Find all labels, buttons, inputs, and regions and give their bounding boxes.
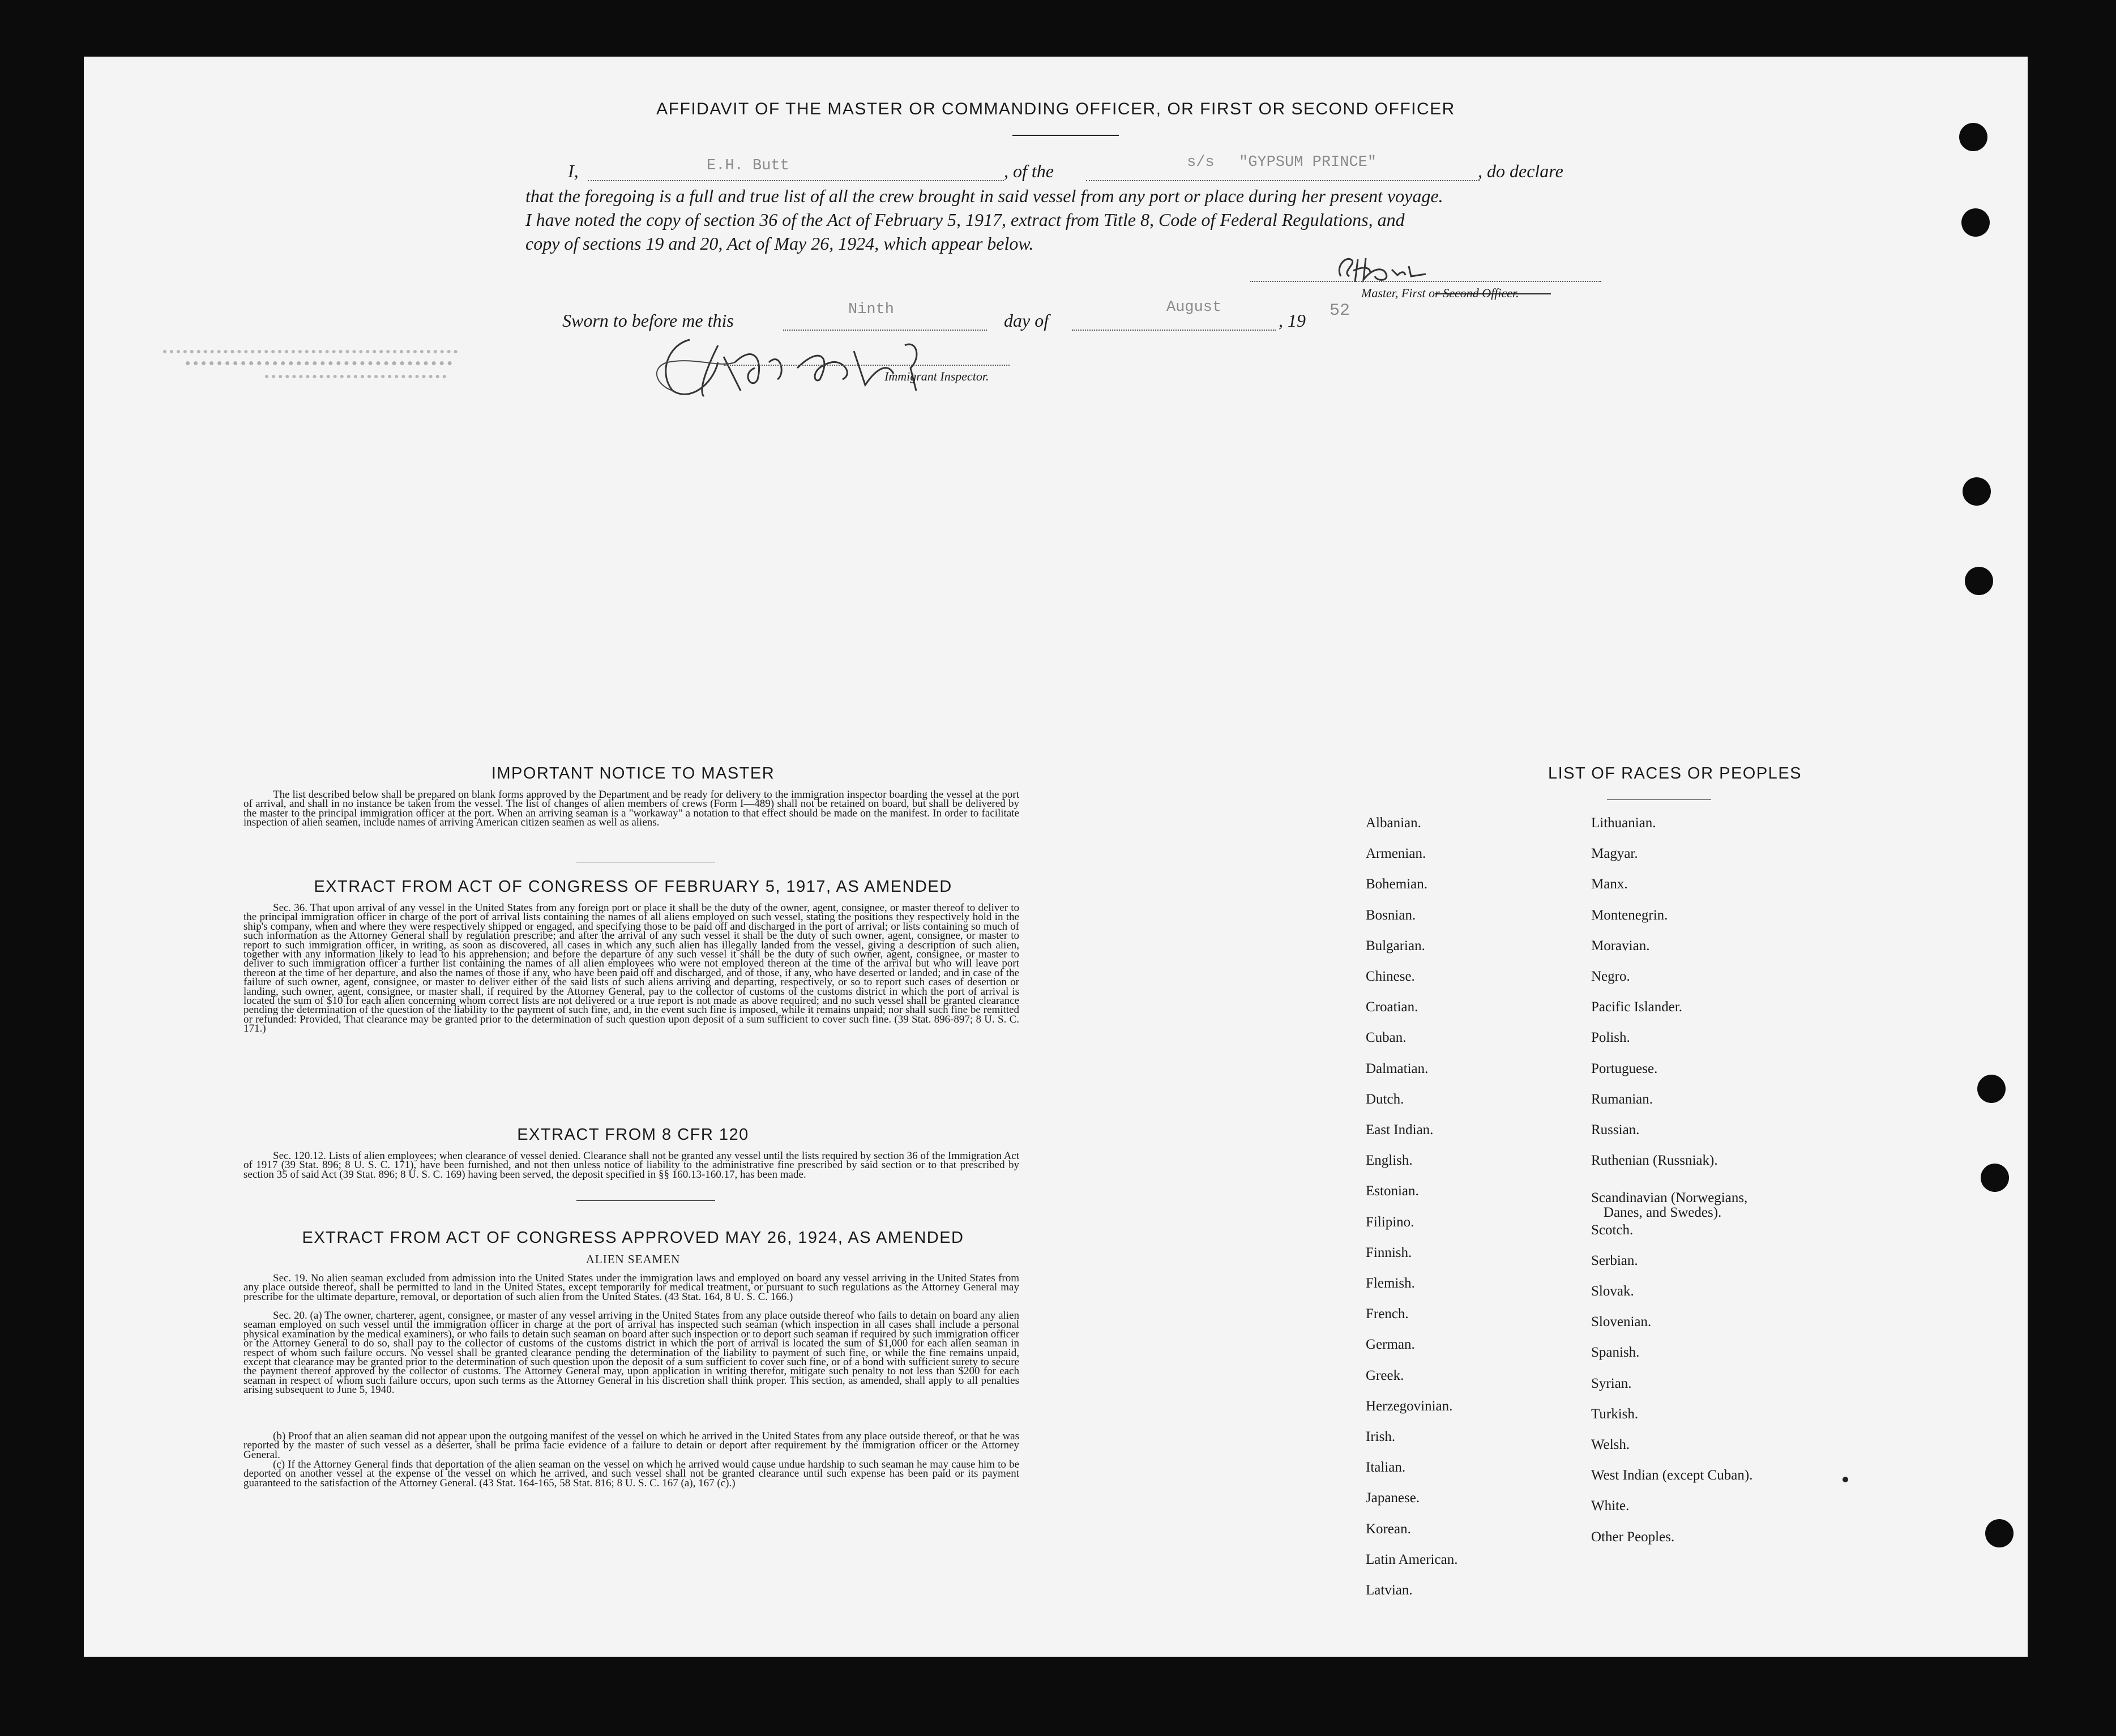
race-item: Cuban.	[1366, 1030, 1407, 1046]
cfr-rule	[576, 1200, 715, 1201]
punch-hole	[1985, 1519, 2014, 1547]
master-name-value: E.H. Butt	[707, 157, 789, 174]
inspector-caption: Immigrant Inspector.	[884, 369, 989, 383]
race-item: Bohemian.	[1366, 876, 1428, 892]
cfr-text: Sec. 120.12. Lists of alien employees; when clearance of vessel denied. Clearance shall not be granted any vessel until the lists required by section 36 of the Immigration Act of 1917 (39 Stat. 896; 8 U. S. C. 171), have been furnished, and not then unless notice of liability to the administrative fine prescribed by said section or to that prescribed by section 35 of said Act (39 Stat. 896; 8 U. S. C. 169) having been served, the deposit specified in §§ 160.13-160.17, has been made.	[243, 1150, 1020, 1181]
race-item: Pacific Islander.	[1591, 999, 1683, 1015]
race-item: Serbian.	[1591, 1252, 1638, 1268]
race-item: Russian.	[1591, 1122, 1640, 1138]
title-rule	[1012, 135, 1119, 136]
race-item: Polish.	[1591, 1030, 1630, 1046]
race-item: Japanese.	[1366, 1490, 1420, 1506]
sworn-label: Sworn to before me this	[562, 310, 734, 331]
race-item: Albanian.	[1366, 815, 1421, 831]
race-item: Estonian.	[1366, 1183, 1419, 1199]
of-the-label: , of the	[1004, 161, 1054, 181]
race-item: Manx.	[1591, 876, 1628, 892]
race-item: East Indian.	[1366, 1122, 1434, 1138]
race-item: Slovenian.	[1591, 1314, 1652, 1330]
punch-hole	[1965, 567, 1993, 595]
race-item: Scotch.	[1591, 1222, 1634, 1238]
race-item: Flemish.	[1366, 1276, 1415, 1291]
speck-dot	[1843, 1477, 1848, 1482]
race-item: Rumanian.	[1591, 1091, 1653, 1107]
sec20b-text: (b) Proof that an alien seaman did not appear upon the outgoing manifest of the vessel on which he arrived in the United States from any place outside thereof, or that he was reported by the master of such vessel as a deserter, shall be prima facie evidence of a failure to detain or deport after requirement by the immigration officer or the Attorney General.	[243, 1430, 1019, 1461]
punch-hole	[1977, 1075, 2006, 1103]
extract-1917-text: Sec. 36. That upon arrival of any vessel in the United States from any foreign port or place it shall be the duty of the owner, agent, consignee, or master thereof to deliver to the principal immigration officer in charge of the port of arrival lists containing the names of all aliens employed on such vessel, stating the positions they respectively hold in the ship's company, when and where they were respectively shipped or engaged, and specifying those to be paid off and discharged in the port of arrival; or lists containing so much of such information as the Attorney General shall by regulation prescribe; and after the arrival of any such vessel it shall be the duty of such owner, agent, consignee, or master to report to such immigration officer, in writing, as soon as discovered, all cases in which any such alien has illegally landed from the vessel, giving a description of such alien, together with any information likely to lead to his apprehension; and before the departure of any such vessel it shall be the duty of such owner, agent, consignee, or master to deliver to such immigration officer a further list containing the names of all alien employees who were not employed thereon at the time of the arrival but who will leave port thereon at the time of her departure, and also the names of those if any, who have been paid off and discharged, and of those, if any, who have deserted or landed; and in case of the failure of such owner, agent, consignee, or master to deliver either of the said lists of such aliens arriving and departing, respectively, or so to report such cases of desertion or landing, such owner, agent, consignee, or master shall, if required by the Attorney General, pay to the collector of customs of the customs district in which the port of arrival is located the sum of $10 for each alien concerning whom correct lists are not delivered or a true report is not made as above required; and no such vessel shall be granted clearance pending the determination of the question of the liability to the payment of such fine, and, in the event such fine is imposed, while it remains unpaid; nor shall such fine be remitted or refunded: Provided, That clearance may be granted prior to the determination of such question upon deposit of a sum sufficient to cover such fine. (39 Stat. 896-897; 8 U. S. C. 171.)	[243, 902, 1019, 1035]
day-of-label: day of	[1004, 310, 1049, 331]
sec19-text: Sec. 19. No alien seaman excluded from admission into the United States under the immigration laws and employed on board any vessel arriving in the United States from any place outside thereof, shall be permitted to land in the United States, except temporarily for medical treatment, or pursuant to such regulations as the Attorney General may prescribe for the ultimate departure, removal, or deportation of such alien from the United States. (43 Stat. 164, 8 U. S. C. 166.)	[243, 1272, 1019, 1303]
affidavit-title: AFFIDAVIT OF THE MASTER OR COMMANDING OFFICER, OR FIRST OR SECOND OFFICER	[656, 100, 1455, 118]
race-item: Italian.	[1366, 1460, 1406, 1476]
race-item: Scandinavian (Norwegians,	[1591, 1190, 1748, 1206]
race-item: Magyar.	[1591, 846, 1638, 862]
race-item: Moravian.	[1591, 938, 1650, 953]
race-item: West Indian (except Cuban).	[1591, 1468, 1753, 1483]
punch-hole	[1963, 477, 1991, 506]
race-item: Bulgarian.	[1366, 938, 1425, 953]
race-item: Negro.	[1591, 969, 1630, 984]
race-item: Lithuanian.	[1591, 815, 1656, 831]
year-prefix-label: , 19	[1279, 310, 1306, 331]
race-item: German.	[1366, 1337, 1415, 1353]
race-item: Latin American.	[1366, 1551, 1458, 1567]
sec20a-text: Sec. 20. (a) The owner, charterer, agent, consignee, or master of any vessel arriving in the United States from any place outside thereof who fails to detain on board any alien seaman employed on such vessel until the immigration officer in charge at the port of arrival has inspected such seaman (which inspection in all cases shall include a personal physical examination by the medical examiners), or who fails to detain such seaman on board after such inspection or to deport such seaman if required by such immigration officer or the Attorney General to do so, shall pay to the collector of customs of the customs district in which the port of arrival is located the sum of $1,000 for each alien seaman in respect of whom such failure occurs. No vessel shall be granted clearance pending the determination of the liability to payment of such fine, or while the fine remains unpaid, except that clearance may be granted prior to the determination of such question upon the deposit of a sum sufficient to cover such fine, or of a bond with sufficient surety to secure the payment thereof approved by the collector of customs. The Attorney General may, upon application in writing therefor, mitigate such penalty to not less than $200 for each seaman in respect of whom such failure occurs, upon such terms as the Attorney General in his discretion shall think proper. This section, as amended, shall apply to all penalties arising subsequent to June 5, 1940.	[243, 1310, 1019, 1396]
notice-text: The list described below shall be prepared on blank forms approved by the Department and be ready for delivery to the immigration inspector boarding the vessel at the port of arrival, and shall in no instance be taken from the vessel. The list of changes of alien members of crews (Form I—489) shall not be retained on board, but shall be delivered by the master to the principal immigration officer at the port. When an arriving seaman is a "workaway" a notation to that effect should be made on the manifest. In order to facilitate inspection of alien seamen, include names of arriving American citizen seamen as well as aliens.	[243, 789, 1019, 829]
race-item: Armenian.	[1366, 846, 1426, 862]
master-name-field-line	[588, 180, 1004, 181]
races-title: LIST OF RACES OR PEOPLES	[1548, 764, 1802, 783]
race-item: French.	[1366, 1306, 1409, 1322]
affidavit-text-line-2: that the foregoing is a full and true list of all the crew brought in said vessel from any port or place during her present voyage.	[525, 186, 1443, 206]
race-item: Dutch.	[1366, 1091, 1404, 1107]
race-item: Ruthenian (Russniak).	[1591, 1153, 1718, 1169]
vessel-name-value: "GYPSUM PRINCE"	[1239, 154, 1377, 171]
race-item: Korean.	[1366, 1521, 1411, 1537]
race-item: Filipino.	[1366, 1214, 1414, 1230]
race-item: English.	[1366, 1153, 1413, 1169]
vessel-field-line	[1086, 180, 1480, 181]
inspector-signature-line	[724, 365, 1010, 366]
sworn-day-value: Ninth	[848, 301, 895, 318]
affidavit-text-line-4: copy of sections 19 and 20, Act of May 26, 1924, which appear below.	[525, 233, 1034, 254]
race-item: Dalmatian.	[1366, 1061, 1429, 1076]
punch-hole	[1959, 123, 1987, 151]
sworn-month-value: August	[1166, 299, 1222, 316]
race-item: Other Peoples.	[1591, 1529, 1675, 1545]
sworn-year-value: 52	[1330, 301, 1350, 320]
race-item: Bosnian.	[1366, 907, 1416, 923]
strike-first-second	[1435, 293, 1551, 294]
master-signature-line	[1250, 281, 1601, 282]
faded-stamp	[163, 345, 463, 391]
races-rule	[1607, 799, 1711, 800]
race-item: Turkish.	[1591, 1406, 1639, 1422]
master-caption: Master, First or Second Officer.	[1361, 286, 1519, 300]
race-item: Syrian.	[1591, 1375, 1632, 1391]
extract-1917-title: EXTRACT FROM ACT OF CONGRESS OF FEBRUARY 5, 1917, AS AMENDED	[314, 878, 952, 896]
race-item: Portuguese.	[1591, 1061, 1658, 1076]
punch-hole	[1981, 1164, 2009, 1192]
race-item: Irish.	[1366, 1429, 1396, 1444]
race-item: Welsh.	[1591, 1437, 1630, 1452]
notice-title: IMPORTANT NOTICE TO MASTER	[491, 764, 775, 783]
do-declare-label: , do declare	[1478, 161, 1563, 181]
document-page	[84, 40, 2028, 1657]
sworn-month-line	[1072, 330, 1276, 331]
affidavit-text-line-3: I have noted the copy of section 36 of the Act of February 5, 1917, extract from Title 8, Code of Federal Regulations, and	[525, 209, 1405, 230]
sec20c-text: (c) If the Attorney General finds that deportation of the alien seaman on the vessel on which he arrived would cause undue hardship to such seaman he may cause him to be deported on another vessel at the expense of the vessel on which he arrived, and such vessel shall not be granted clearance until such expense has been paid or its payment guaranteed to the satisfaction of the Attorney General. (43 Stat. 164-165, 58 Stat. 816; 8 U. S. C. 167 (a), 167 (c).)	[243, 1459, 1019, 1489]
race-item: Slovak.	[1591, 1284, 1634, 1299]
affidavit-i-label: I,	[568, 161, 579, 181]
race-item: Latvian.	[1366, 1583, 1413, 1598]
race-item: Finnish.	[1366, 1245, 1412, 1260]
alien-seamen-subtitle: ALIEN SEAMEN	[585, 1252, 681, 1266]
punch-hole	[1961, 208, 1990, 237]
vessel-prefix-value: s/s	[1187, 154, 1215, 171]
cfr-title: EXTRACT FROM 8 CFR 120	[517, 1126, 749, 1144]
extract-1924-title: EXTRACT FROM ACT OF CONGRESS APPROVED MAY 26, 1924, AS AMENDED	[302, 1229, 964, 1247]
race-item: Spanish.	[1591, 1345, 1640, 1361]
race-item: White.	[1591, 1498, 1630, 1514]
race-item: Danes, and Swedes).	[1604, 1205, 1722, 1221]
race-item: Greek.	[1366, 1367, 1404, 1383]
race-item: Montenegrin.	[1591, 907, 1668, 923]
race-item: Herzegovinian.	[1366, 1398, 1453, 1414]
race-item: Chinese.	[1366, 969, 1415, 984]
race-item: Croatian.	[1366, 999, 1418, 1015]
